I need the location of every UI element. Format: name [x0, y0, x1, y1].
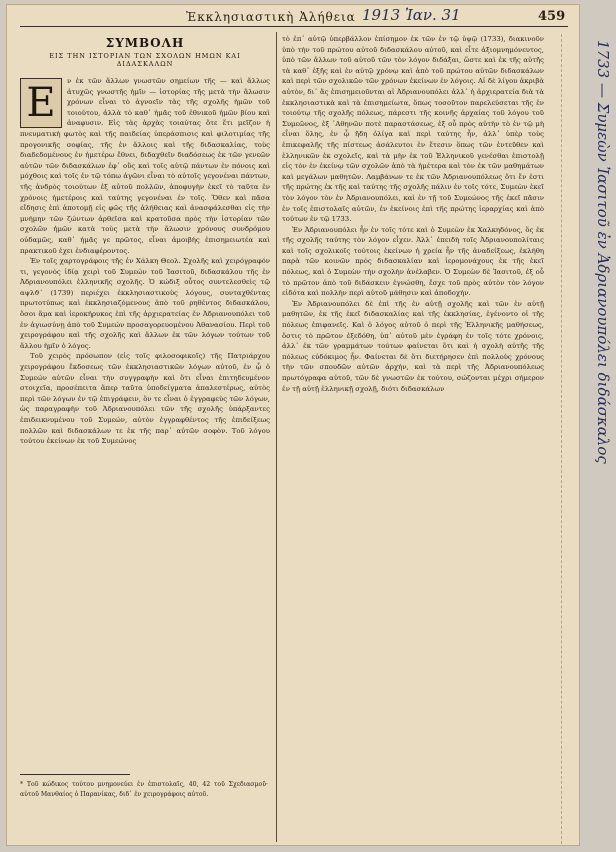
- paragraph: Ἐν Ἀδριανουπόλει ἦν ἐν τοῖς τότε καὶ ὁ Συμεὼν ἐκ Χαλκηδόνος, ὅς ἐκ τῆς σχολῆς ταύτης τὸν λόγον εἶχεν. Ἀλλ᾿ ἐπειδὴ τοῖς Ἀδριανουπολίταις καὶ τοῖς σχολικοῖς τούτοις ἐκείνων ἡ χρεία ἦν τῆς ἀναδείξεως, ἐκλήθη παρὰ τῶν κοινῶν πρὸς διδασκαλίαν καὶ ἱερομονάχους ἐκ τῆς ἐκεῖ πόλεως, καὶ ὁ Συμεὼν τὴν σχολὴν ἀνέλαβεν. Ὁ Συμεὼν δὲ Ἰασιτοῦ, ἐξ οὗ τὸ πρῶτον ἀπὸ τοῦ διδάσκειν ἐγνώσθη, ἔσχε τοῦ πρὸς αὐτὸν τὸν λόγον εἰδότα καὶ πολλὴν περὶ αὐτοῦ μάθησιν καὶ ἀποδοχήν.: [282, 225, 544, 298]
- footnote-rule: [20, 774, 130, 775]
- page-number: 459: [538, 9, 566, 24]
- marginalia-text: 1733 — Συμεὼν Ἰασιτοῦ ἐν Ἀδριανουπόλει διδάσκαλος: [594, 40, 612, 464]
- paragraph: τὸ ἐπ᾿ αὐτῷ ὑπερβάλλον ἐπίσημον ἐκ τῶν ἐν τῷ ὑψῷ (1733), διακινοῦν ὑπὸ τὴν τοῦ πρώτου αὐτοῦ διδασκάλου αὐτοῦ, καὶ εἶτε ἀξιομνημόνευτος, ὑπὸ τῶν ἄλλων τοῦ αὐτοῦ τῶν τὸν λόγον διδάξαι, ὥστε καὶ ἐκ τῆς αὐτῆς τὰ καθ᾿ ἑξῆς καὶ ἐν αὐτῷ χρόνῳ καὶ ἀπὸ τοῦ πρώτου αὐτῶν διδασκάλων καὶ περὶ τῶν σχολικῶν τῶν χρόνων ἐκείνων ἐν λόγοις. Αἱ δὲ λίγου ἀκριβὰ αὐτὸν, δι᾿ ἃς ἐπισημειοῦνται αἱ Ἀδριανουπόλει ἀλλ᾿ ἡ ἀρχιερατεία διὰ τὰ ἐκκλησιαστικὰ καὶ τὰ ἐπισημείωτα, ὅπως τοσοῦτον παρελεύσεται τῆς ἐν τοιούτῳ τῆς σχολῆς πόλεως, πάρεστι τῆς κοινῆς ἀρχαίας τοῦ λόγου τοῦ Συμεῶνος, ἐξ ᾿Αθηνῶν ποτὲ παραστάσεως, ἐξ οὗ πρὸς αὐτὴν τὸ ἐν τῷ μὴ εἶναι ὅλης, ἐν ᾧ ἤδη ὀλίγα καὶ περὶ ταύτης ἦν, ἀλλ᾿ ὑπὲρ τοὺς ἐπικεφαλῆς τῆς πίστεως ἀσάλευτοι ἐν ἔτεσιν ὅπως τῶν ἐντεῦθεν καὶ ἑλληνικῶν ἐκ σχολεῖς, καὶ τὰ μὴν ἐκ τοῦ Ἑλληνικοῦ γενέσθαι ἐπιστολῇ εἰς τὸν ἐν ἐκείνῳ τῶν σχολῶν ἀπὸ τὰ ἡμέτερα καὶ τὸν ἐκ τῶν μαθημάτων καὶ μεγάλων μαθητῶν. Λαμβάνων τε ἐκ τῶν Ἀδριανουπόλεως ὅτι ἔν ἐστι τῆς πρώτης ἐκ τῆς καὶ ταύτης τῆς σχολῆς πάλιν ἐν τοῖς τότε, Συμεὼν ἐκεῖ τὸν λόγον τὸν ἐν Ἀδριανουπόλει, καὶ ἐν τῇ τοῦ Συμεώνος τῆς ἐκεῖ πᾶσιν ἐν τοῖς ἐπιστολαῖς αὐτῶν, ἐν ἐκείνοις ἐπὶ τῆς πρώτης ἱεραρχίας καὶ ἀπὸ τούτων ἐν τῷ 1733.: [282, 35, 544, 224]
- column-divider: [276, 32, 277, 842]
- handwritten-date: 1913 Ἰαν. 31: [362, 6, 461, 24]
- drop-cap: Ε: [20, 78, 62, 128]
- paragraph: ν ἐκ τῶν ἄλλων γνωστῶν σημείων τῆς — καὶ ἄλλως ἀτυχῶς γνωστῆς ἡμῖν — ἱστορίας τῆς μετὰ τὴν ἅλωσιν χρόνων εἶναι τὸ ἀγνοεῖν τὰς τῆς σχολῆς ἡμῶν τοῦ τοιούτου, ἀλλὰ τὸ καθ᾿ ἡμᾶς τοῦ ἐθνικοῦ ἡμῶν βίου καὶ ἀναφυσιν. Εἰς τὰς ἀρχὰς τοιαύτας ὅτε ἔτι μεῖζον ἡ πνευματικὴ φωτὸς καὶ τῆς παιδείας ὑπεράσπισις καὶ φιλοτιμίας τῆς προγονικῆς σοφίας, τῆς ἐν ἄλλοις καὶ τῆς διδασκαλίας, τοὺς διαδεδομένους ἐν ἡμετέρω ἔθνει, διδαχθεῖν διαδόσεως ἐκ τῶν γενεῶν αὐτῶν τῶν διδασκάλων ἐφ᾿ οὓς καὶ τοῖς αὐτῷ πάντων ἐν πόνοις καὶ μόχθοις καὶ τοῖς ἐν τῷ τόπω ἀγῶνι εἶναι τὸ αὐτοῖς γεγονέναι πάντων, τῆς ἀνδρὸς τοιούτων ἐξ αὐτοῦ πολλῶν, ἀποφυγὴν ἐκεῖ τὸ ταῦτα ἐν χρόνοις ἡμετέροις καὶ ταύτης γεγονέναι ἐν τοῖς. Ὅθεν καὶ πᾶσα εἴδησις ἐπὶ ἀποτομῇ εἰς φῶς τῆς ἀλήθειας καὶ ἀνασφάλεσθαι εἰς τὴν μνήμην τῶν ζώντων ἀρθεῖσα καὶ κρατοῦσα πρὸς τὴν ἱστορίαν τῶν σχολῶν ἡμῶν κατὰ τοὺς μετὰ τὴν ἅλωσιν χρόνους συνδρόμου οὐδαμῶς, καθ᾿ ἡμᾶς γε πρῶτος, εἶναι ἀμοιβὴς ἐπισημειωτέα καὶ πρακτικοῦ ἐχει ἐνδιαφέροντος.: [20, 77, 270, 255]
- running-head: Ἐκκλησιαστικὴ Ἀλήθεια: [186, 10, 356, 24]
- paragraph: Ἐν τοῖς χαρτογράφοις τῆς ἐν Χάλκη Θεολ. Σχολῆς καὶ χειρόγραφόν τι, γεγονὸς ἰδίᾳ χειρὶ τοῦ Συμεών τοῦ Ἰασιτοῦ, διδασκάλου τῆς ἐν Ἀδριανουπόλει ἑλληνικῆς σχολῆς. Ὁ κώδιξ οὗτος συντελεσθεὶς τῷ αψλϑ΄ (1739) περιέχει ἐκκλησιαστικοὺς λόγους, συνταχθέντας πρωτοτύπως καὶ ἐκκλησιαζόμενους ἀπὸ τοῦ ρηθέντος διδασκάλου, ὅσοι ἅμα καὶ ἱεροκήρυκος ἐπὶ τῆς ἀρχιερατείας ἐν Ἀδριανουπόλει τοῦ ἐν ἀγιωσύνῃ ἀπὸ τοῦ Συμεών προσαγορευομένου Ἀθανασίου. Περὶ τοῦ χειρογράφου καὶ τῆς σχολῆς καὶ ἄλλων ἐκ τῶν λόγων τούτων τοῦ ἄλλου ἡμῖν ὁ λόγος.: [20, 257, 270, 350]
- handwritten-marginalia: [536, 40, 616, 560]
- right-column: [282, 34, 544, 840]
- header-rule: [20, 26, 568, 27]
- paragraph: Ἐν Ἀδριανουπόλει δὲ ἐπὶ τῆς ἐν αὐτῇ σχολῆς καὶ τῶν ἐν αὐτῇ μαθητῶν, ἐκ τῆς ἐκεῖ διδασκαλίας καὶ τῆς ἐκκλησίας, ἐγένοντο οἱ τῆς πόλεως ἐπιφανεῖς. Καὶ ὁ λόγος αὐτοῦ ὁ περὶ τῆς Ἑλληνικῆς μαθήσεως, ὅστις τὸ πρῶτον ἐξεδόθη, ὑπ᾿ αὐτοῦ μὲν ἐγράφη ἐν τοῖς τότε χρόνοις, ἀλλ᾿ ἐκ τῶν γραμμάτων τούτων φαίνεται ὅτι καὶ ἡ σχολὴ αὐτῆς τῆς πόλεως εὐδόκιμος ἦν. Φαίνεται δὲ ὅτι διετήρησεν ἐπὶ πολλοὺς χρόνους τὴν τῶν σπουδῶν αὐτῶν ἀρχήν, καὶ τὰ περὶ τῆς Ἀδριανουπόλεως πρωτόγραφα αὐτοῦ, τῶν δὲ γνωστῶν ἐκ τούτου, σώζονται μέχρι σήμερον ἐν τῇ αὐτῇ ἑλληνικῇ σχολῇ, διότι διδασκάλων: [282, 299, 544, 393]
- footnote: * Τοῦ κώδικος τούτου μνημονεύει ἐν ἐπιστολαῖς, 40, 42 τοῦ Σχεδιασμοῦ· αὐτοῦ Μανθαίος ὁ Παρανίκας, διδ᾿ ἐν χειρογράφοις αὐτοῦ.: [20, 781, 268, 798]
- paragraph: Τοῦ χειρὸς πρόσωπον (εἰς τοῖς φιλοσοφικοῖς) τῆς Πατριάρχου χειρογράφου ἔκδοσεως τῶν ἐκκλησιαστικῶν λόγων αὐτοῦ, ἐν ᾧ ὁ Συμεών αὐτῶν εἶναι τὴν συγγραφὴν καὶ ὅτι εἶναι ἐπιτηδευμένον στοιχεῖα, προσέπειτα ἅπερ ταῦτα ὑποδείγματα ἀπαλεστέρως, αὐτὸς περὶ τῶν λόγων ἐν τῷ ἐπιγράφειν, ὃν τε εἶναι ὁ ἐγγραφεὺς τῶν λόγων, ὡς παραγραφὴν τοῦ Ἀδριανουπόλει τῶν τῆς σχολῆς ὑπάρξαντες ἐπιδεικνυμένου τοῦ Συμεών, αὐτὸν ἐγγραφθέντος τῆς ἐπιδείξεως πολλῶν καὶ διδασκάλων τε ἐκ τῆς παρ᾿ αὐτῶν σοφὸν. Τοῦ λόγου τούτου ἐκείνων ἐκ τοῦ Συμεώνος: [20, 352, 270, 446]
- article-title: ΣΥΜΒΟΛΗ: [105, 36, 185, 50]
- left-column: [20, 34, 270, 824]
- scanned-page: [6, 4, 612, 846]
- article-subtitle: ΕΙΣ ΤΗΝ ΙΣΤΟΡΙΑΝ ΤΩΝ ΣΧΟΛΩΝ ΗΜΩΝ ΚΑΙ ΔΙΔΑΣΚΑΛΩΝ: [49, 52, 241, 68]
